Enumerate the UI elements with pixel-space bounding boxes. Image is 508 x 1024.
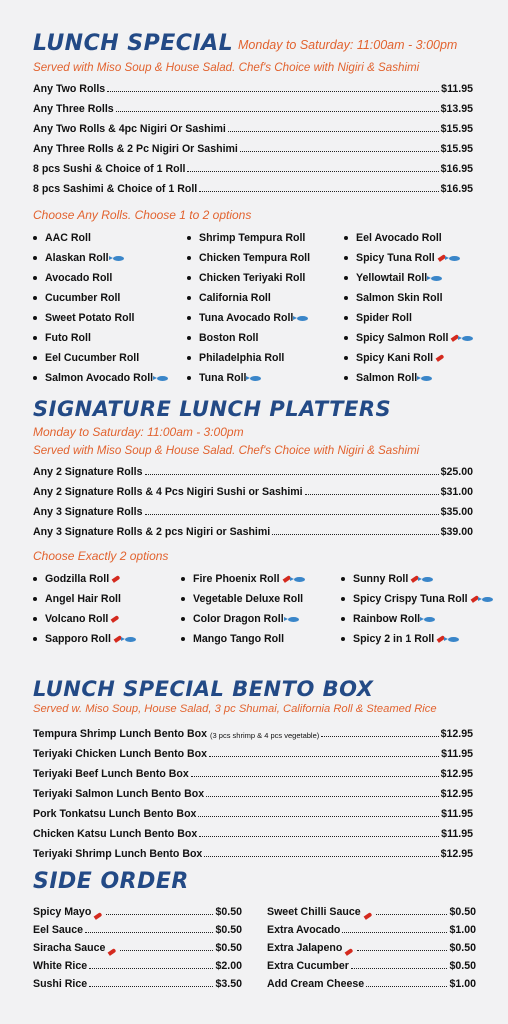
chili-pepper-icon (363, 912, 372, 920)
side-item-price: $0.50 (215, 942, 242, 954)
fish-icon (113, 256, 124, 261)
item-name: Any Three Rolls (33, 103, 114, 115)
price-row (33, 846, 473, 860)
item-name: Any 3 Signature Rolls (33, 506, 143, 518)
fish-icon (424, 617, 435, 622)
bullet-dot (33, 617, 37, 621)
option-item (187, 308, 310, 328)
option-name: Volcano Roll (45, 613, 109, 625)
item-price: $12.95 (440, 768, 473, 780)
side-item-price: $1.00 (449, 978, 476, 990)
item-icons (287, 617, 299, 622)
fish-icon (288, 617, 299, 622)
dot-leader (145, 473, 439, 475)
dot-leader (351, 968, 448, 969)
item-price: $15.95 (440, 123, 473, 135)
dot-leader (85, 932, 213, 933)
price-row (33, 746, 473, 760)
option-column (181, 569, 305, 649)
option-name: Cucumber Roll (45, 292, 121, 304)
option-name: Eel Avocado Roll (356, 232, 442, 244)
dot-leader (199, 835, 439, 837)
bullet-dot (341, 637, 345, 641)
bullet-dot (33, 316, 37, 320)
option-name: Spicy Salmon Roll (356, 332, 449, 344)
signature-hours: Monday to Saturday: 11:00am - 3:00pm (33, 425, 244, 439)
item-name: Teriyaki Chicken Lunch Bento Box (33, 748, 208, 760)
dot-leader (206, 795, 438, 797)
fish-icon (462, 336, 473, 341)
side-order-row (33, 976, 242, 990)
side-order-row (33, 922, 242, 936)
item-icons (451, 336, 473, 341)
dot-leader (145, 513, 439, 515)
price-row (33, 161, 473, 175)
option-name: Color Dragon Roll (193, 613, 284, 625)
dot-leader (204, 855, 438, 857)
bullet-dot (33, 356, 37, 360)
option-item (187, 268, 310, 288)
option-name: Salmon Skin Roll (356, 292, 443, 304)
signature-title: SIGNATURE LUNCH PLATTERS (33, 397, 392, 421)
price-row (33, 81, 473, 95)
option-item (33, 629, 136, 649)
side-item-name: Eel Sauce (33, 924, 84, 936)
price-row (33, 504, 473, 518)
fish-icon (250, 376, 261, 381)
lunch-special-title: LUNCH SPECIAL (33, 31, 234, 56)
bullet-dot (187, 356, 191, 360)
item-price: $13.95 (440, 103, 473, 115)
option-name: Rainbow Roll (353, 613, 421, 625)
option-item (341, 629, 493, 649)
item-price: $16.95 (440, 163, 473, 175)
bullet-dot (33, 236, 37, 240)
option-name: Chicken Teriyaki Roll (199, 272, 306, 284)
item-price: $31.00 (440, 486, 473, 498)
dot-leader (199, 190, 438, 192)
item-note: (3 pcs shrimp & 4 pcs vegetable) (210, 731, 320, 740)
option-item (187, 368, 310, 388)
dot-leader (191, 775, 439, 777)
dot-leader (107, 90, 439, 92)
option-name: Tuna Roll (199, 372, 247, 384)
fish-icon (421, 376, 432, 381)
lunch-special-served-with: Served with Miso Soup & House Salad. Chef's Choice with Nigiri & Sashimi (33, 61, 420, 74)
bullet-dot (181, 617, 185, 621)
item-price: $12.95 (440, 788, 473, 800)
option-name: Philadelphia Roll (199, 352, 285, 364)
option-column (344, 228, 473, 388)
option-name: Spicy Kani Roll (356, 352, 434, 364)
option-name: Sapporo Roll (45, 633, 111, 645)
price-row (33, 101, 473, 115)
side-item-price: $1.00 (449, 924, 476, 936)
option-column (33, 569, 136, 649)
bullet-dot (33, 637, 37, 641)
dot-leader (209, 755, 439, 757)
option-column (341, 569, 493, 649)
bullet-dot (33, 276, 37, 280)
option-item (181, 569, 305, 589)
side-item-name: Extra Cucumber (267, 960, 349, 972)
chili-pepper-icon (345, 948, 354, 956)
side-item-price: $0.50 (215, 906, 242, 918)
option-name: California Roll (199, 292, 271, 304)
chili-pepper-icon (111, 615, 120, 623)
option-item (33, 589, 136, 609)
option-column (33, 228, 168, 388)
bullet-dot (187, 336, 191, 340)
bullet-dot (187, 316, 191, 320)
item-icons (108, 950, 118, 954)
option-item (187, 228, 310, 248)
option-item (33, 569, 136, 589)
bullet-dot (33, 336, 37, 340)
side-order-row (267, 976, 476, 990)
price-row (33, 806, 473, 820)
price-row (33, 484, 473, 498)
item-icons (156, 376, 168, 381)
fish-icon (294, 577, 305, 582)
dot-leader (187, 170, 438, 172)
item-name: Chicken Katsu Lunch Bento Box (33, 828, 198, 840)
bullet-dot (181, 637, 185, 641)
option-item (33, 288, 168, 308)
item-price: $12.95 (440, 848, 473, 860)
option-item (344, 368, 473, 388)
bullet-dot (344, 376, 348, 380)
option-item (33, 609, 136, 629)
option-item (33, 268, 168, 288)
dot-leader (342, 932, 447, 933)
item-icons (364, 914, 374, 918)
item-name: Any 3 Signature Rolls & 2 pcs Nigiri or Sashimi (33, 526, 271, 538)
option-item (181, 609, 305, 629)
item-name: 8 pcs Sashimi & Choice of 1 Roll (33, 183, 198, 195)
option-name: Godzilla Roll (45, 573, 110, 585)
option-item (344, 228, 473, 248)
item-name: Any Two Rolls & 4pc Nigiri Or Sashimi (33, 123, 226, 135)
item-price: $11.95 (441, 808, 473, 820)
option-name: Sweet Potato Roll (45, 312, 135, 324)
chili-pepper-icon (94, 912, 103, 920)
side-item-name: Add Cream Cheese (267, 978, 365, 990)
price-row (33, 766, 473, 780)
price-row (33, 786, 473, 800)
fish-icon (125, 637, 136, 642)
dot-leader (198, 815, 439, 817)
side-item-price: $2.00 (215, 960, 242, 972)
option-name: Spicy 2 in 1 Roll (353, 633, 435, 645)
option-item (33, 248, 168, 268)
fish-icon (297, 316, 308, 321)
bullet-dot (344, 356, 348, 360)
option-name: Fire Phoenix Roll (193, 573, 280, 585)
item-price: $11.95 (441, 748, 473, 760)
option-name: Sunny Roll (353, 573, 409, 585)
option-item (33, 228, 168, 248)
option-name: Eel Cucumber Roll (45, 352, 140, 364)
side-item-name: Extra Avocado (267, 924, 341, 936)
option-item (187, 328, 310, 348)
option-name: Spicy Tuna Roll (356, 252, 435, 264)
side-item-price: $0.50 (215, 924, 242, 936)
fish-icon (422, 577, 433, 582)
chili-pepper-icon (112, 575, 121, 583)
item-name: Pork Tonkatsu Lunch Bento Box (33, 808, 197, 820)
item-price: $35.00 (440, 506, 473, 518)
option-item (341, 569, 493, 589)
dot-leader (272, 533, 438, 535)
item-name: Teriyaki Shrimp Lunch Bento Box (33, 848, 203, 860)
item-name: Any Three Rolls & 2 Pc Nigiri Or Sashimi (33, 143, 238, 155)
price-row (33, 524, 473, 538)
bullet-dot (341, 577, 345, 581)
side-item-name: Spicy Mayo (33, 906, 92, 918)
option-item (344, 328, 473, 348)
signature-options-heading: Choose Exactly 2 options (33, 549, 169, 563)
item-icons (296, 316, 308, 321)
item-icons (436, 356, 446, 360)
option-name: Spicy Crispy Tuna Roll (353, 593, 468, 605)
item-name: Teriyaki Salmon Lunch Bento Box (33, 788, 205, 800)
side-item-price: $0.50 (449, 960, 476, 972)
item-icons (430, 276, 442, 281)
bullet-dot (187, 236, 191, 240)
side-item-name: Extra Jalapeno (267, 942, 343, 954)
option-name: AAC Roll (45, 232, 91, 244)
option-item (181, 589, 305, 609)
option-item (341, 589, 493, 609)
price-row (33, 826, 473, 840)
chili-pepper-icon (108, 948, 117, 956)
signature-served-with: Served with Miso Soup & House Salad. Chef's Choice with Nigiri & Sashimi (33, 444, 420, 457)
option-item (344, 288, 473, 308)
item-icons (112, 256, 124, 261)
side-item-price: $0.50 (449, 942, 476, 954)
dot-leader (89, 968, 213, 969)
item-name: Any 2 Signature Rolls (33, 466, 143, 478)
dot-leader (120, 950, 213, 951)
option-item (33, 308, 168, 328)
option-item (33, 348, 168, 368)
bullet-dot (344, 276, 348, 280)
side-item-name: Sushi Rice (33, 978, 88, 990)
dot-leader (321, 735, 438, 737)
side-order-row (33, 904, 242, 918)
dot-leader (106, 914, 213, 915)
item-name: Teriyaki Beef Lunch Bento Box (33, 768, 189, 780)
item-icons (111, 617, 121, 621)
option-item (187, 348, 310, 368)
item-icons (438, 256, 460, 261)
item-price: $15.95 (440, 143, 473, 155)
lunch-special-hours: Monday to Saturday: 11:00am - 3:00pm (238, 38, 458, 52)
bullet-dot (33, 256, 37, 260)
bento-title: LUNCH SPECIAL BENTO BOX (33, 677, 374, 701)
option-name: Yellowtail Roll (356, 272, 428, 284)
fish-icon (431, 276, 442, 281)
item-icons (411, 577, 433, 582)
option-name: Salmon Roll (356, 372, 418, 384)
option-item (187, 288, 310, 308)
dot-leader (116, 110, 439, 112)
bullet-dot (344, 256, 348, 260)
side-order-row (33, 940, 242, 954)
option-name: Avocado Roll (45, 272, 113, 284)
bullet-dot (33, 376, 37, 380)
bullet-dot (344, 296, 348, 300)
option-column (187, 228, 310, 388)
option-name: Salmon Avocado Roll (45, 372, 154, 384)
bento-served-with: Served w. Miso Soup, House Salad, 3 pc Shumai, California Roll & Steamed Rice (33, 703, 437, 715)
bullet-dot (181, 577, 185, 581)
option-name: Spider Roll (356, 312, 412, 324)
side-item-price: $3.50 (215, 978, 242, 990)
bullet-dot (187, 376, 191, 380)
price-row (33, 181, 473, 195)
option-name: Chicken Tempura Roll (199, 252, 311, 264)
side-order-row (33, 958, 242, 972)
item-name: 8 pcs Sushi & Choice of 1 Roll (33, 163, 186, 175)
option-name: Vegetable Deluxe Roll (193, 593, 304, 605)
item-icons (420, 376, 432, 381)
item-name: Tempura Shrimp Lunch Bento Box (33, 728, 208, 740)
lunch-special-options-heading: Choose Any Rolls. Choose 1 to 2 options (33, 208, 252, 222)
dot-leader (305, 493, 439, 495)
option-item (344, 308, 473, 328)
bullet-dot (181, 597, 185, 601)
bullet-dot (33, 597, 37, 601)
bullet-dot (344, 236, 348, 240)
item-icons (471, 597, 493, 602)
option-name: Alaskan Roll (45, 252, 109, 264)
side-order-row (267, 940, 476, 954)
chili-pepper-icon (436, 354, 445, 362)
dot-leader (376, 914, 448, 915)
option-name: Mango Tango Roll (193, 633, 285, 645)
bullet-dot (341, 597, 345, 601)
bullet-dot (344, 336, 348, 340)
option-name: Futo Roll (45, 332, 91, 344)
item-price: $39.00 (440, 526, 473, 538)
price-row (33, 121, 473, 135)
item-price: $16.95 (440, 183, 473, 195)
option-name: Angel Hair Roll (45, 593, 121, 605)
dot-leader (228, 130, 439, 132)
bullet-dot (344, 316, 348, 320)
item-icons (114, 637, 136, 642)
item-icons (423, 617, 435, 622)
option-name: Boston Roll (199, 332, 259, 344)
side-item-name: White Rice (33, 960, 88, 972)
side-order-row (267, 958, 476, 972)
item-price: $12.95 (440, 728, 473, 740)
bullet-dot (341, 617, 345, 621)
option-item (181, 629, 305, 649)
side-order-row (267, 922, 476, 936)
price-row (33, 726, 473, 740)
dot-leader (357, 950, 447, 951)
option-item (344, 248, 473, 268)
dot-leader (89, 986, 213, 987)
option-item (33, 368, 168, 388)
fish-icon (448, 637, 459, 642)
fish-icon (157, 376, 168, 381)
item-price: $11.95 (441, 828, 473, 840)
item-price: $25.00 (440, 466, 473, 478)
item-icons (112, 577, 122, 581)
side-order-row (267, 904, 476, 918)
option-item (344, 268, 473, 288)
bullet-dot (33, 577, 37, 581)
bullet-dot (33, 296, 37, 300)
option-item (341, 609, 493, 629)
bullet-dot (187, 256, 191, 260)
option-item (344, 348, 473, 368)
item-icons (345, 950, 355, 954)
option-name: Shrimp Tempura Roll (199, 232, 306, 244)
fish-icon (449, 256, 460, 261)
bullet-dot (187, 296, 191, 300)
price-row (33, 141, 473, 155)
dot-leader (240, 150, 439, 152)
option-item (33, 328, 168, 348)
item-name: Any Two Rolls (33, 83, 106, 95)
item-icons (249, 376, 261, 381)
side-order-title: SIDE ORDER (33, 869, 189, 894)
option-item (187, 248, 310, 268)
side-item-price: $0.50 (449, 906, 476, 918)
item-name: Any 2 Signature Rolls & 4 Pcs Nigiri Sushi or Sashimi (33, 486, 303, 498)
price-row (33, 464, 473, 478)
side-item-name: Sweet Chilli Sauce (267, 906, 361, 918)
item-icons (94, 914, 104, 918)
option-name: Tuna Avocado Roll (199, 312, 294, 324)
item-icons (283, 577, 305, 582)
dot-leader (366, 986, 447, 987)
side-item-name: Siracha Sauce (33, 942, 106, 954)
item-icons (437, 637, 459, 642)
item-price: $11.95 (441, 83, 473, 95)
fish-icon (482, 597, 493, 602)
bullet-dot (187, 276, 191, 280)
